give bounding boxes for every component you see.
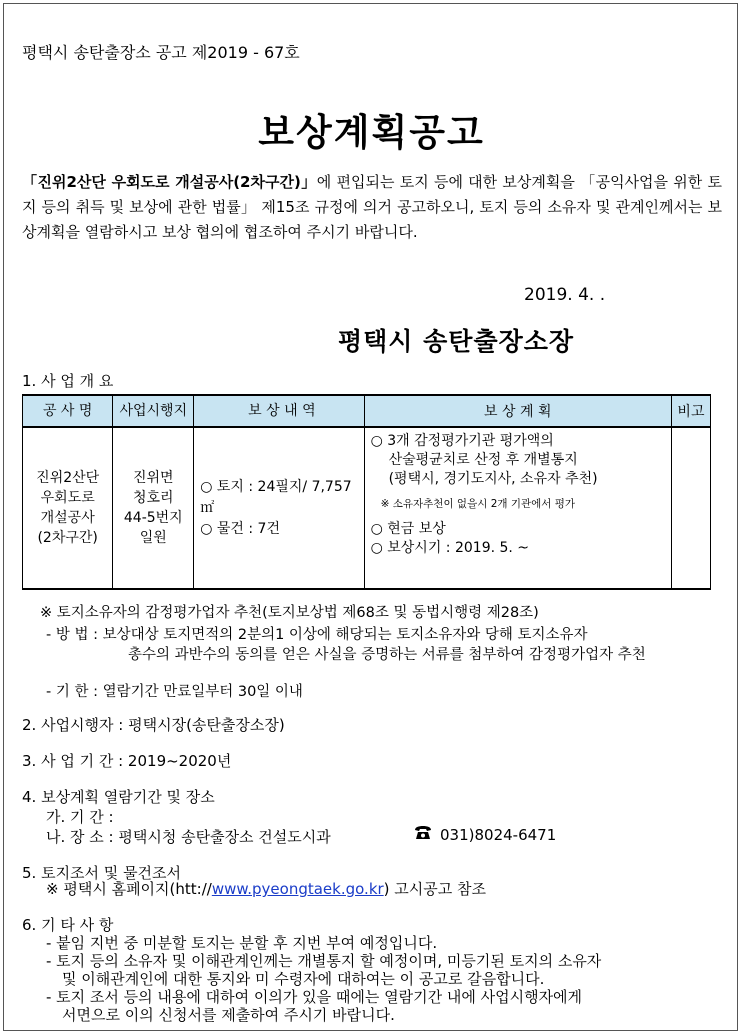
intro-body: 에 편입되는 토지 등에 대한 보상계획을 「공익사업을 위한 토지 등의 취득 및 보상에 관한 법률」 제15조 규정에 의거 공고하오니, 토지 등의 소유자 및 관계인께서는 보상계획을 열람하시고 보상 협의에 협조하여 주시기 바랍니다. (22, 173, 722, 241)
section-4-heading: 4. 보상계획 열람기간 및 장소 (22, 788, 215, 806)
section-5-heading: 5. 토지조서 및 물건조서 (22, 864, 182, 882)
inspection-phone: 031)8024-6471 (440, 826, 557, 844)
other-item-3-line1: - 토지 조서 등의 내용에 대하여 이의가 있을 때에는 열람기간 내에 사업시행자에게 (46, 988, 583, 1006)
inspection-place: 나. 장 소 : 평택시청 송탄출장소 건설도시과 (46, 828, 331, 846)
telephone-icon (413, 825, 433, 845)
notice-number: 평택시 송탄출장소 공고 제2019 - 67호 (22, 43, 300, 62)
column-header: 공 사 명 (23, 395, 113, 427)
homepage-link[interactable]: www.pyeongtaek.go.kr (211, 880, 384, 898)
inspection-period: 가. 기 간 : (46, 808, 114, 826)
appraiser-period: - 기 한 : 열람기간 만료일부터 30일 이내 (46, 684, 303, 700)
section-2-implementer: 2. 사업시행자 : 평택시장(송탄출장소장) (22, 716, 285, 734)
issuer-name: 평택시 송탄출장소장 (338, 327, 575, 356)
compensation-plan-cell: ○ 3개 감정평가기관 평가액의 산술평균치로 산정 후 개별통지 (평택시, 경기도지사, 소유자 추천) ※ 소유자추천이 없을시 2개 기관에서 평가 ○ 현금 보상 ○ 보상시기 : 2019. 5. ~ (364, 427, 671, 589)
column-header: 사업시행지 (113, 395, 194, 427)
column-header: 보 상 내 역 (194, 395, 364, 427)
project-name-cell: 진위2산단 우회도로 개설공사 (2차구간) (23, 427, 113, 589)
compensation-details-cell: ○ 토지 : 24필지/ 7,757㎡ ○ 물건 : 7건 (194, 427, 364, 589)
table-header-row (23, 395, 711, 427)
intro-paragraph (22, 170, 722, 245)
table-row (23, 427, 711, 589)
other-item-1: - 붙임 지번 중 미분할 토지는 분할 후 지번 부여 예정입니다. (46, 934, 438, 952)
recommendation-note: ※ 소유자추천이 없을시 2개 기관에서 평가 (380, 498, 576, 510)
project-name-quote: 「진위2산단 우회도로 개설공사(2차구간)」 (22, 173, 317, 191)
homepage-notice: ※ 평택시 홈페이지(htt://www.pyeongtaek.go.kr) 고시공고 참조 (46, 880, 487, 898)
document-title: 보상계획공고 (258, 111, 485, 154)
appraiser-method-line2: 총수의 과반수의 동의를 얻은 사실을 증명하는 서류를 첨부하여 감정평가업자 추천 (128, 647, 646, 663)
notice-date: 2019. 4. . (524, 285, 606, 305)
column-header: 보 상 계 획 (364, 395, 671, 427)
other-item-2-line1: - 토지 등의 소유자 및 이해관계인께는 개별통지 할 예정이며, 미등기된 토지의 소유자 (46, 952, 602, 970)
project-site-cell: 진위면 청호리 44-5번지 일원 (113, 427, 194, 589)
section-6-heading: 6. 기 타 사 항 (22, 916, 114, 934)
remarks-cell (671, 427, 710, 589)
column-header: 비고 (671, 395, 710, 427)
appraiser-note-heading: ※ 토지소유자의 감정평가업자 추천(토지보상법 제68조 및 동법시행령 제28조) (40, 605, 539, 621)
section-3-period: 3. 사 업 기 간 : 2019~2020년 (22, 752, 232, 770)
other-item-2-line2: 및 이해관계인에 대한 통지와 미 수령자에 대하여는 이 공고로 갈음합니다. (62, 970, 545, 988)
appraiser-method-line1: - 방 법 : 보상대상 토지면적의 2분의1 이상에 해당되는 토지소유자와 당해 토지소유자 (46, 627, 588, 643)
other-item-3-line2: 서면으로 이의 신청서를 제출하여 주시기 바랍니다. (62, 1006, 395, 1024)
project-overview-table (22, 394, 711, 590)
section-1-heading: 1. 사 업 개 요 (22, 372, 114, 390)
